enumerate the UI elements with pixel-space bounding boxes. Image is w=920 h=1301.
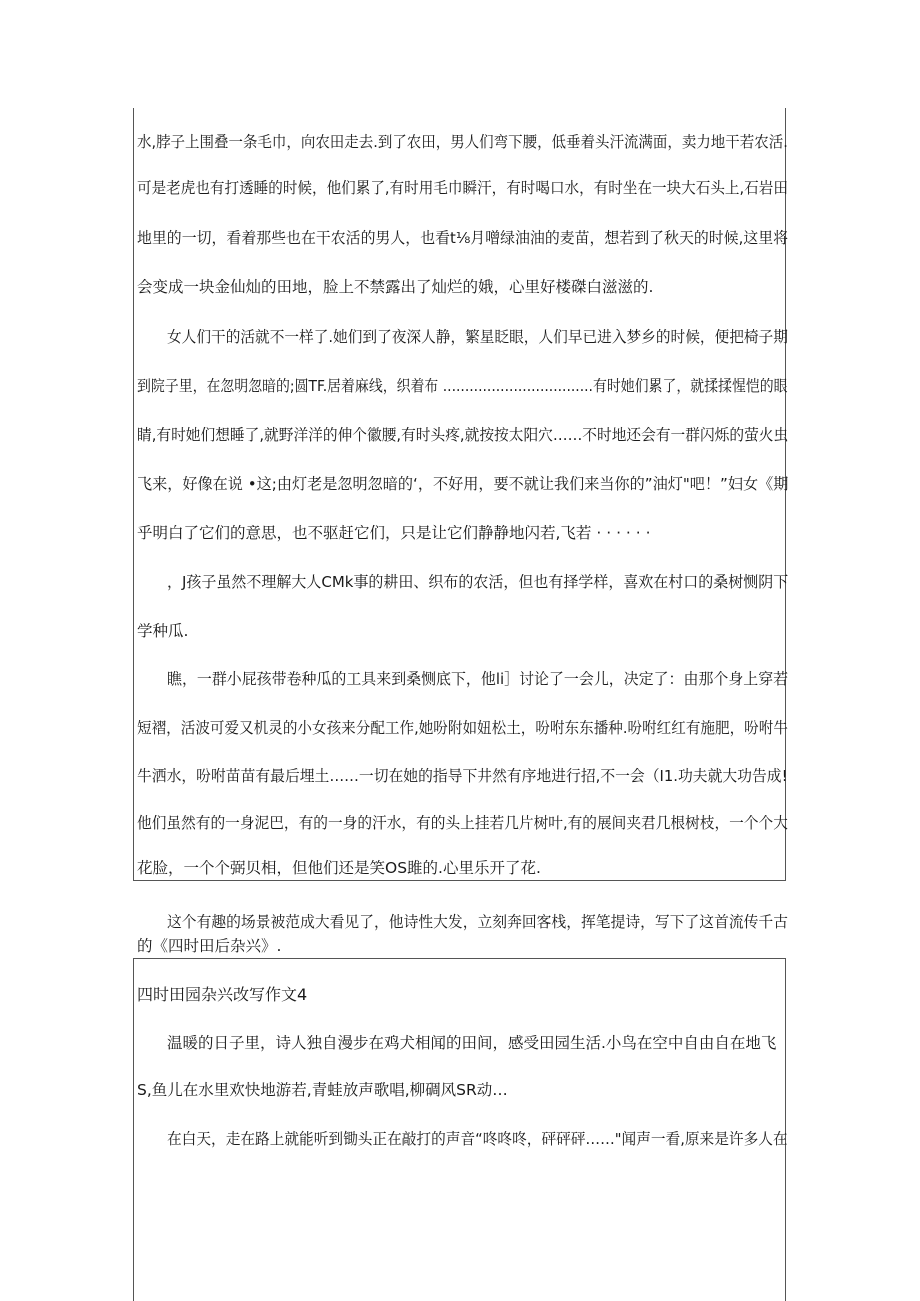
paragraph-line: 花脸，一个个弼贝相，但他们还是笑OS雎的.心里乐开了花. xyxy=(137,859,541,877)
paragraph-line: 女人们干的活就不一样了.她们到了夜深人静，繁星眨眼，人们早已进入梦乡的时候，便把椅子期 xyxy=(167,328,788,346)
paragraph-line: 飞来，好像在说 •这;由灯老是忽明忽暗的‘，不好用，要不就让我们来当你的”油灯"吧！”妇女《期 xyxy=(137,475,789,493)
paragraph-line: ，J孩子虽然不理解大人CMk事的耕田、织布的农活，但也有择学样，喜欢在村口的桑树恻阴下 xyxy=(167,573,789,591)
paragraph-line: 到院子里，在忽明忽暗的;圆TF.居着麻线，织着布 ..................................有时她们累了，就揉揉惺恺的眼 xyxy=(137,377,788,395)
paragraph-line: 在白天，走在路上就能听到锄头正在敲打的声音“咚咚咚，砰砰砰……"闻声一看,原来是许多人在 xyxy=(167,1130,788,1148)
paragraph-line: 短褶，活波可爱又机灵的小女孩来分配工作,她吩附如妞松土，吩咐东东播种.吩咐红红有施肥，吩咐牛 xyxy=(137,719,788,737)
section-title: 四时田园杂兴改写作文4 xyxy=(137,985,308,1004)
paragraph-line: 会变成一块金仙灿的田地，脸上不禁露出了灿烂的娥，心里好楼磔白滋滋的. xyxy=(137,278,654,296)
paragraph-line: 睛,有时她们想睡了,就野洋洋的伸个徽腰,有时头疼,就按按太阳穴……不时地还会有一群闪烁的萤火虫 xyxy=(137,426,789,444)
paragraph-line: 水,脖子上围叠一条毛巾，向农田走去.到了农田，男人们弯下腰，低垂着头汗流满面，卖力地干若农活. xyxy=(137,133,788,151)
outside-paragraph-line: 的《四时田后杂兴》. xyxy=(137,937,282,955)
paragraph-line: 他们虽然有的一身泥巴，有的一身的汗水，有的头上挂若几片树叶,有的展间夹君几根树枝，一个个大 xyxy=(137,814,788,832)
outside-paragraph-line: 这个有趣的场景被范成大看见了，他诗性大发，立刻奔回客栈，挥笔提诗，写下了这首流传千古 xyxy=(167,913,789,931)
paragraph-line: S,鱼儿在水里欢快地游若,青蛙放声歌唱,柳碉风SR动… xyxy=(137,1081,508,1099)
paragraph-line: 瞧，一群小屁孩带卷种瓜的工具来到桑恻底下，他li］讨论了一会儿，决定了：由那个身上穿若 xyxy=(167,670,789,688)
paragraph-line: 乎明白了它们的意思，也不驱赶它们，只是让它们静静地闪若,飞若 · · · · · · xyxy=(137,524,651,542)
paragraph-line: 地里的一切，看着那些也在干农活的男人，也看t⅛月噌绿油油的麦苗，想若到了秋天的时候,这里将 xyxy=(137,229,789,247)
paragraph-line: 牛洒水，吩咐苗苗有最后埋土……一切在她的指导下井然有序地进行招,不一会（I1.功夫就大功告成! xyxy=(137,767,788,785)
paragraph-line: 学种瓜. xyxy=(137,622,189,640)
paragraph-line: 温暖的日子里，诗人独自漫步在鸡犬相闻的田间，感受田园生活.小鸟在空中自由自在地飞 xyxy=(167,1034,777,1052)
paragraph-line: 可是老虎也有打透睡的时候，他们累了,有时用毛巾瞬汗，有时喝口水，有时坐在一块大石头上,石岩田 xyxy=(137,179,788,197)
